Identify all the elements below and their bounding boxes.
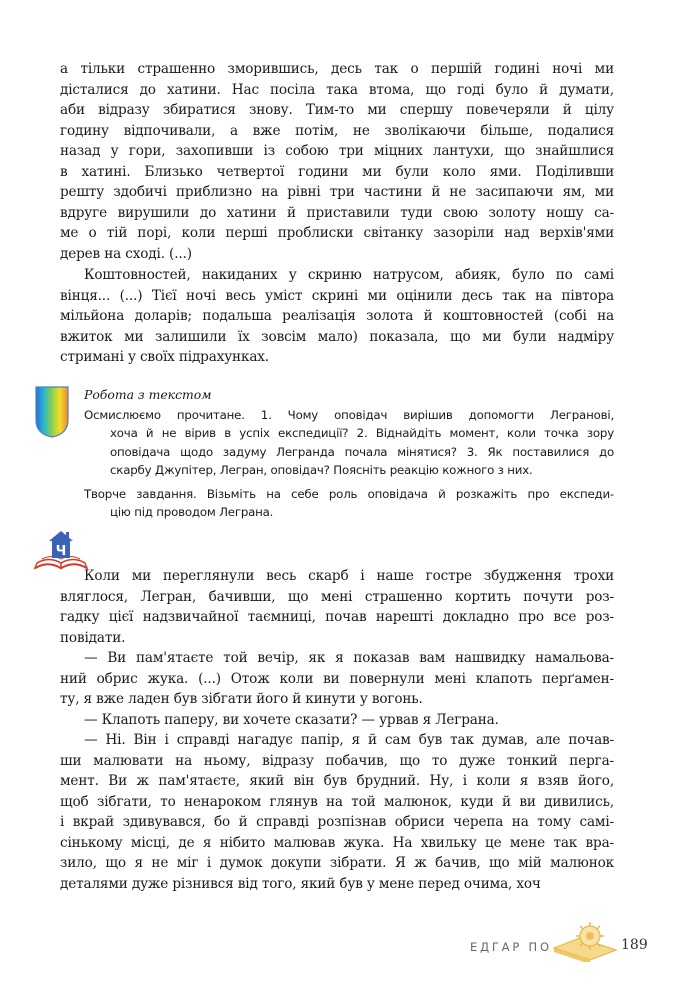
text-line: вдруге вирушили до хатини й приставили туди свою золоту ношу са- [60,204,614,221]
text-line: дісталися до хатини. Нас посіла така втома, що годі було й думати, [60,81,614,98]
text-line: аби відразу збиратися знову. Тим-то ми спершу повечеряли й цілу [60,102,614,118]
text-line: годину відпочивали, а вже потім, не зволікаючи більше, подалися [60,122,614,139]
paragraph-1 [60,59,614,264]
text-line: гадку цієї надзвичайної таємниці, почав нарешті докладно про все роз- [60,609,614,625]
text-line: сінькому місці, де я нібито малював жука. На хвильку це мене так вра- [60,834,614,851]
text-line: щоб зібгати, то ненароком глянув на той малюнок, куди й ви дивились, [60,793,614,810]
task-comprehension [84,406,614,479]
text-line: хоча й не вірив в успіх експедиції? 2. Віднайдіть момент, коли точка зору [110,426,614,441]
text-line: мент. Ви ж пам'ятаєте, який він був брудний. Ну, і коли я взяв його, [60,773,614,789]
text-line: і вкрай здивувався, бо й справді розпізнав обриси черепа на тому самі- [60,814,614,830]
text-line: — Ні. Він і справді нагадує папір, я й сам був так думав, але почав- [84,732,614,748]
paragraph-2 [60,265,614,368]
text-line: скарбу Джупітер, Легран, оповідач? Поясніть реакцію кожного з них. [110,462,533,477]
text-line: деталями дуже різнився від того, який був у мене перед очима, хоч [60,875,541,892]
page-number: 189 [621,937,648,953]
text-line: ту, я вже ладен був зібгати його й кинути у вогонь. [60,691,423,707]
text-line: ний обрис жука. (...) Отож коли ви повернули мені клапоть перґамен- [60,670,614,687]
work-with-text-icon [35,386,69,438]
footer-author: ЕДГАР ПО [470,940,552,954]
text-line: дерев на сході. (...) [60,245,192,262]
text-line: повідати. [60,629,126,646]
text-line: назад у гори, захопивши із собою три міцних лантухи, що знайшлися [60,143,614,159]
text-line: мільйона доларів; подальша реалізація золота й коштовностей (собі на [60,308,614,324]
text-line: — Ви пам'ятаєте той вечір, як я показав вам нашвидку намальова- [84,650,614,666]
text-line: — Клапоть паперу, ви хочете сказати? — урвав я Леграна. [84,711,499,728]
paragraph-3 [60,566,614,894]
text-line: Творче завдання. Візьміть на себе роль оповідача й розкажіть про експеди- [84,487,614,501]
text-line: Коштовностей, накиданих у скриню натрусом, абияк, було по самі [84,267,614,283]
text-line: а тільки страшенно зморившись, десь так о першій годині ночі ми [60,61,614,77]
text-line: в хатині. Близько четвертої години ми були коло ями. Поділивши [60,163,614,180]
text-line: стримані у своїх підрахунках. [60,349,269,365]
text-line: вжиток ми залишили їх зовсім мало) показала, що ми були надміру [60,328,614,345]
text-line: цію під проводом Леграна. [110,505,274,520]
task-creative [84,485,614,522]
section-title: Робота з текстом [84,387,212,402]
text-line: зило, що я не міг і думок докупи зібрати. Я ж бачив, що мій малюнок [60,855,614,871]
text-line: Осмислюємо прочитане. 1. Чому оповідач вирішив допомогти Легранові, [84,408,614,422]
text-line: вляглося, Легран, бачивши, що мені страшенно кортить почути роз- [60,588,614,605]
read-icon-letter: Ч [55,544,67,559]
text-line: Коли ми переглянули весь скарб і наше гостре збудження трохи [84,568,614,584]
footer-book-icon [550,918,620,962]
text-line: ме о тій порі, коли перші проблиски світанку зазоріли над верхів'ями [60,225,614,241]
text-line: вінця... (...) Тієї ночі весь уміст скрині ми оцінили десь так на півтора [60,287,614,304]
text-line: ши малювати на ньому, відразу побачив, що то дуже тонкий перга- [60,752,614,769]
text-line: оповідача щодо задуму Легранда почала мінятися? 3. Як поставилися до [110,444,614,459]
text-line: решту здобичі приблизно на рівні три частини й не засипаючи ям, ми [60,184,614,200]
